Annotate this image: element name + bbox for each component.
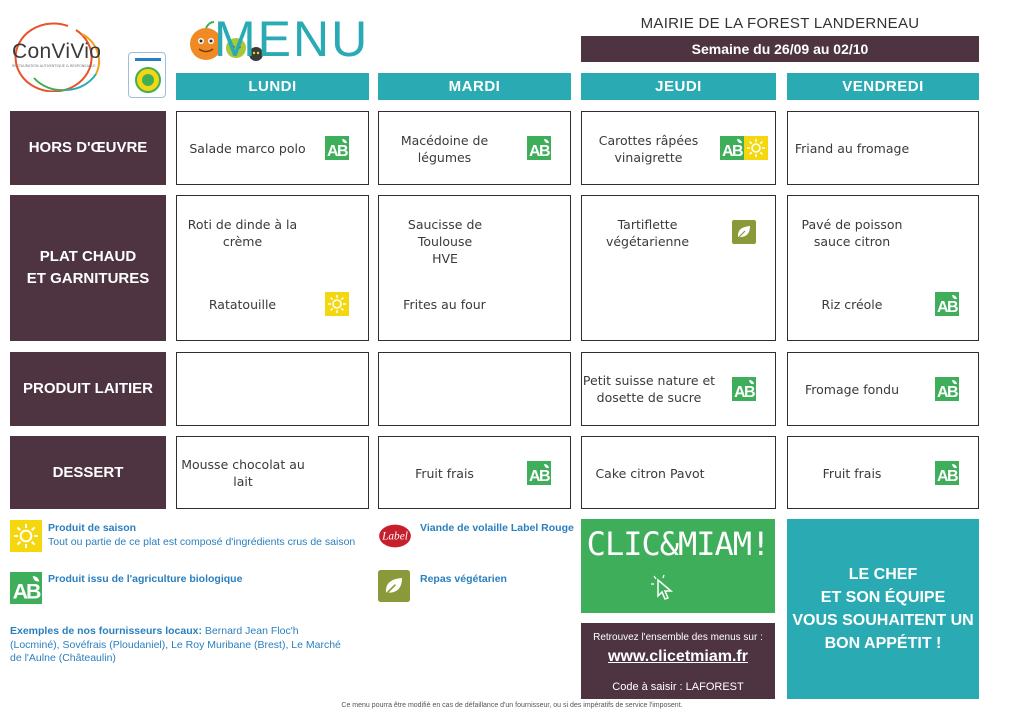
week-range: Semaine du 26/09 au 02/10 <box>581 36 979 62</box>
day-header-lundi: LUNDI <box>176 73 369 100</box>
row-label-produit-laitier <box>10 352 166 426</box>
dish-line: lait <box>233 474 253 489</box>
dish-line: végétarienne <box>605 234 690 249</box>
dish-line: dosette de sucre <box>596 390 702 405</box>
cell-mardi-plat-chaud <box>378 195 571 341</box>
seasonal-icon <box>10 520 42 552</box>
clic-miam-logo: CLIC&MIAM! <box>586 525 770 563</box>
dish-line: Pavé de poisson <box>801 217 903 232</box>
cell-vendredi-produit-laitier <box>787 352 979 426</box>
seasonal-icon <box>744 136 768 160</box>
dish-line: Roti de dinde à la <box>187 217 298 232</box>
cell-lundi-produit-laitier <box>176 352 369 426</box>
bio-icon <box>720 136 744 160</box>
convivio-tagline: RESTAURATION AUTHENTIQUE & RESPONSABLE <box>12 64 96 68</box>
dish-name: Cake citron Pavot <box>595 466 705 481</box>
cursor-icon <box>650 574 680 604</box>
dish-name: Friand au fromage <box>794 141 910 156</box>
dish-name <box>179 456 307 490</box>
menu-title: MENU <box>214 11 370 67</box>
chef-line: BON APPÉTIT ! <box>824 635 942 652</box>
row-label-text: HORS D'ŒUVRE <box>28 139 148 156</box>
bio-icon <box>935 292 959 316</box>
cell-vendredi-plat-chaud <box>787 195 979 341</box>
legend-label-rouge: Viande de volaille Label Rouge <box>420 522 574 534</box>
dish-name <box>582 372 716 406</box>
row-label-text: ET GARNITURES <box>26 270 150 287</box>
dish-name <box>387 132 502 166</box>
garniture-name: Frites au four <box>403 297 486 312</box>
row-label-text: DESSERT <box>52 463 124 481</box>
garniture-name: Ratatouille <box>208 297 277 312</box>
website-intro: Retrouvez l'ensemble des menus sur : <box>593 632 763 643</box>
dish-line: Macédoine de <box>400 133 489 148</box>
legend-saison-title: Produit de saison <box>48 522 137 534</box>
dish-name <box>590 216 705 250</box>
cell-lundi-dessert <box>176 436 369 509</box>
cell-jeudi-hors-doeuvre <box>581 111 776 185</box>
bio-icon <box>527 461 551 485</box>
dish-line: Saucisse de Toulouse <box>407 217 483 249</box>
cell-lundi-plat-chaud <box>176 195 369 341</box>
garniture-name: Riz créole <box>821 297 883 312</box>
vegetarian-icon <box>378 570 410 602</box>
dish-line: Tartiflette <box>617 217 678 232</box>
dish-line: Petit suisse nature et <box>582 373 716 388</box>
bio-icon <box>10 572 42 604</box>
suppliers-list: Bernard Jean Floc'h (Locminé), Sovéfrais (Ploudaniel), Le Roy Muribane (Brest), Le Marché de l'Aulne (Châteaulin) <box>10 625 341 664</box>
chef-message <box>787 563 979 655</box>
dish-name <box>586 132 711 166</box>
row-label-text: PLAT CHAUD <box>39 248 137 265</box>
local-suppliers <box>10 625 350 666</box>
bio-icon <box>935 377 959 401</box>
dish-name <box>381 216 509 267</box>
dish-line: sauce citron <box>813 234 891 249</box>
dish-name <box>185 216 300 250</box>
chef-line: VOUS SOUHAITENT UN <box>792 612 974 629</box>
cell-vendredi-dessert <box>787 436 979 509</box>
row-label-text: PRODUIT LAITIER <box>23 380 153 397</box>
row-label-hors-doeuvre <box>10 111 166 185</box>
mairie-name: MAIRIE DE LA FOREST LANDERNEAU <box>640 15 920 32</box>
day-header-mardi: MARDI <box>378 73 571 100</box>
website-link[interactable]: www.clicetmiam.fr <box>608 648 748 665</box>
dish-line: Carottes râpées <box>598 133 699 148</box>
dish-name: Fromage fondu <box>804 382 900 397</box>
bio-icon <box>527 136 551 160</box>
dish-name: Salade marco polo <box>189 141 306 156</box>
row-label-dessert <box>10 436 166 509</box>
day-header-jeudi: JEUDI <box>581 73 776 100</box>
seasonal-icon <box>325 292 349 316</box>
dish-name <box>792 216 912 250</box>
access-code: Code à saisir : LAFOREST <box>612 681 744 693</box>
cell-mardi-produit-laitier <box>378 352 571 426</box>
dish-line: crème <box>222 234 263 249</box>
dish-line: HVE <box>432 251 458 266</box>
cell-jeudi-produit-laitier <box>581 352 776 426</box>
legend-vegetarien: Repas végétarien <box>420 573 507 585</box>
bio-icon <box>935 461 959 485</box>
legend-bio-title: Produit issu de l'agriculture biologique <box>48 573 243 585</box>
dish-line: Mousse chocolat au <box>181 457 305 472</box>
bio-icon <box>325 136 349 160</box>
label-rouge-icon <box>378 522 412 550</box>
cell-lundi-hors-doeuvre <box>176 111 369 185</box>
convivio-logo: ConViVio <box>12 40 102 63</box>
chef-line: ET SON ÉQUIPE <box>820 589 946 606</box>
legend-saison-text: Tout ou partie de ce plat est composé d'ingrédients crus de saison <box>48 536 356 548</box>
dish-name: Fruit frais <box>415 466 474 481</box>
cell-jeudi-plat-chaud <box>581 195 776 341</box>
chef-line: LE CHEF <box>848 566 918 583</box>
manger-bio-badge <box>128 52 166 98</box>
dish-line: légumes <box>417 150 472 165</box>
cell-jeudi-dessert <box>581 436 776 509</box>
dish-line: vinaigrette <box>614 150 683 165</box>
vegetarian-icon <box>732 220 756 244</box>
day-header-vendredi: VENDREDI <box>787 73 979 100</box>
cell-mardi-hors-doeuvre <box>378 111 571 185</box>
row-label-plat-chaud <box>10 195 166 341</box>
dish-name: Fruit frais <box>822 466 882 481</box>
footer-disclaimer: Ce menu pourra être modifié en cas de défaillance d'un fournisseur, ou si des impératifs de service l'imposent. <box>341 702 683 709</box>
bio-icon <box>732 377 756 401</box>
suppliers-title: Exemples de nos fournisseurs locaux: <box>10 625 202 637</box>
cell-mardi-dessert <box>378 436 571 509</box>
cell-vendredi-hors-doeuvre <box>787 111 979 185</box>
